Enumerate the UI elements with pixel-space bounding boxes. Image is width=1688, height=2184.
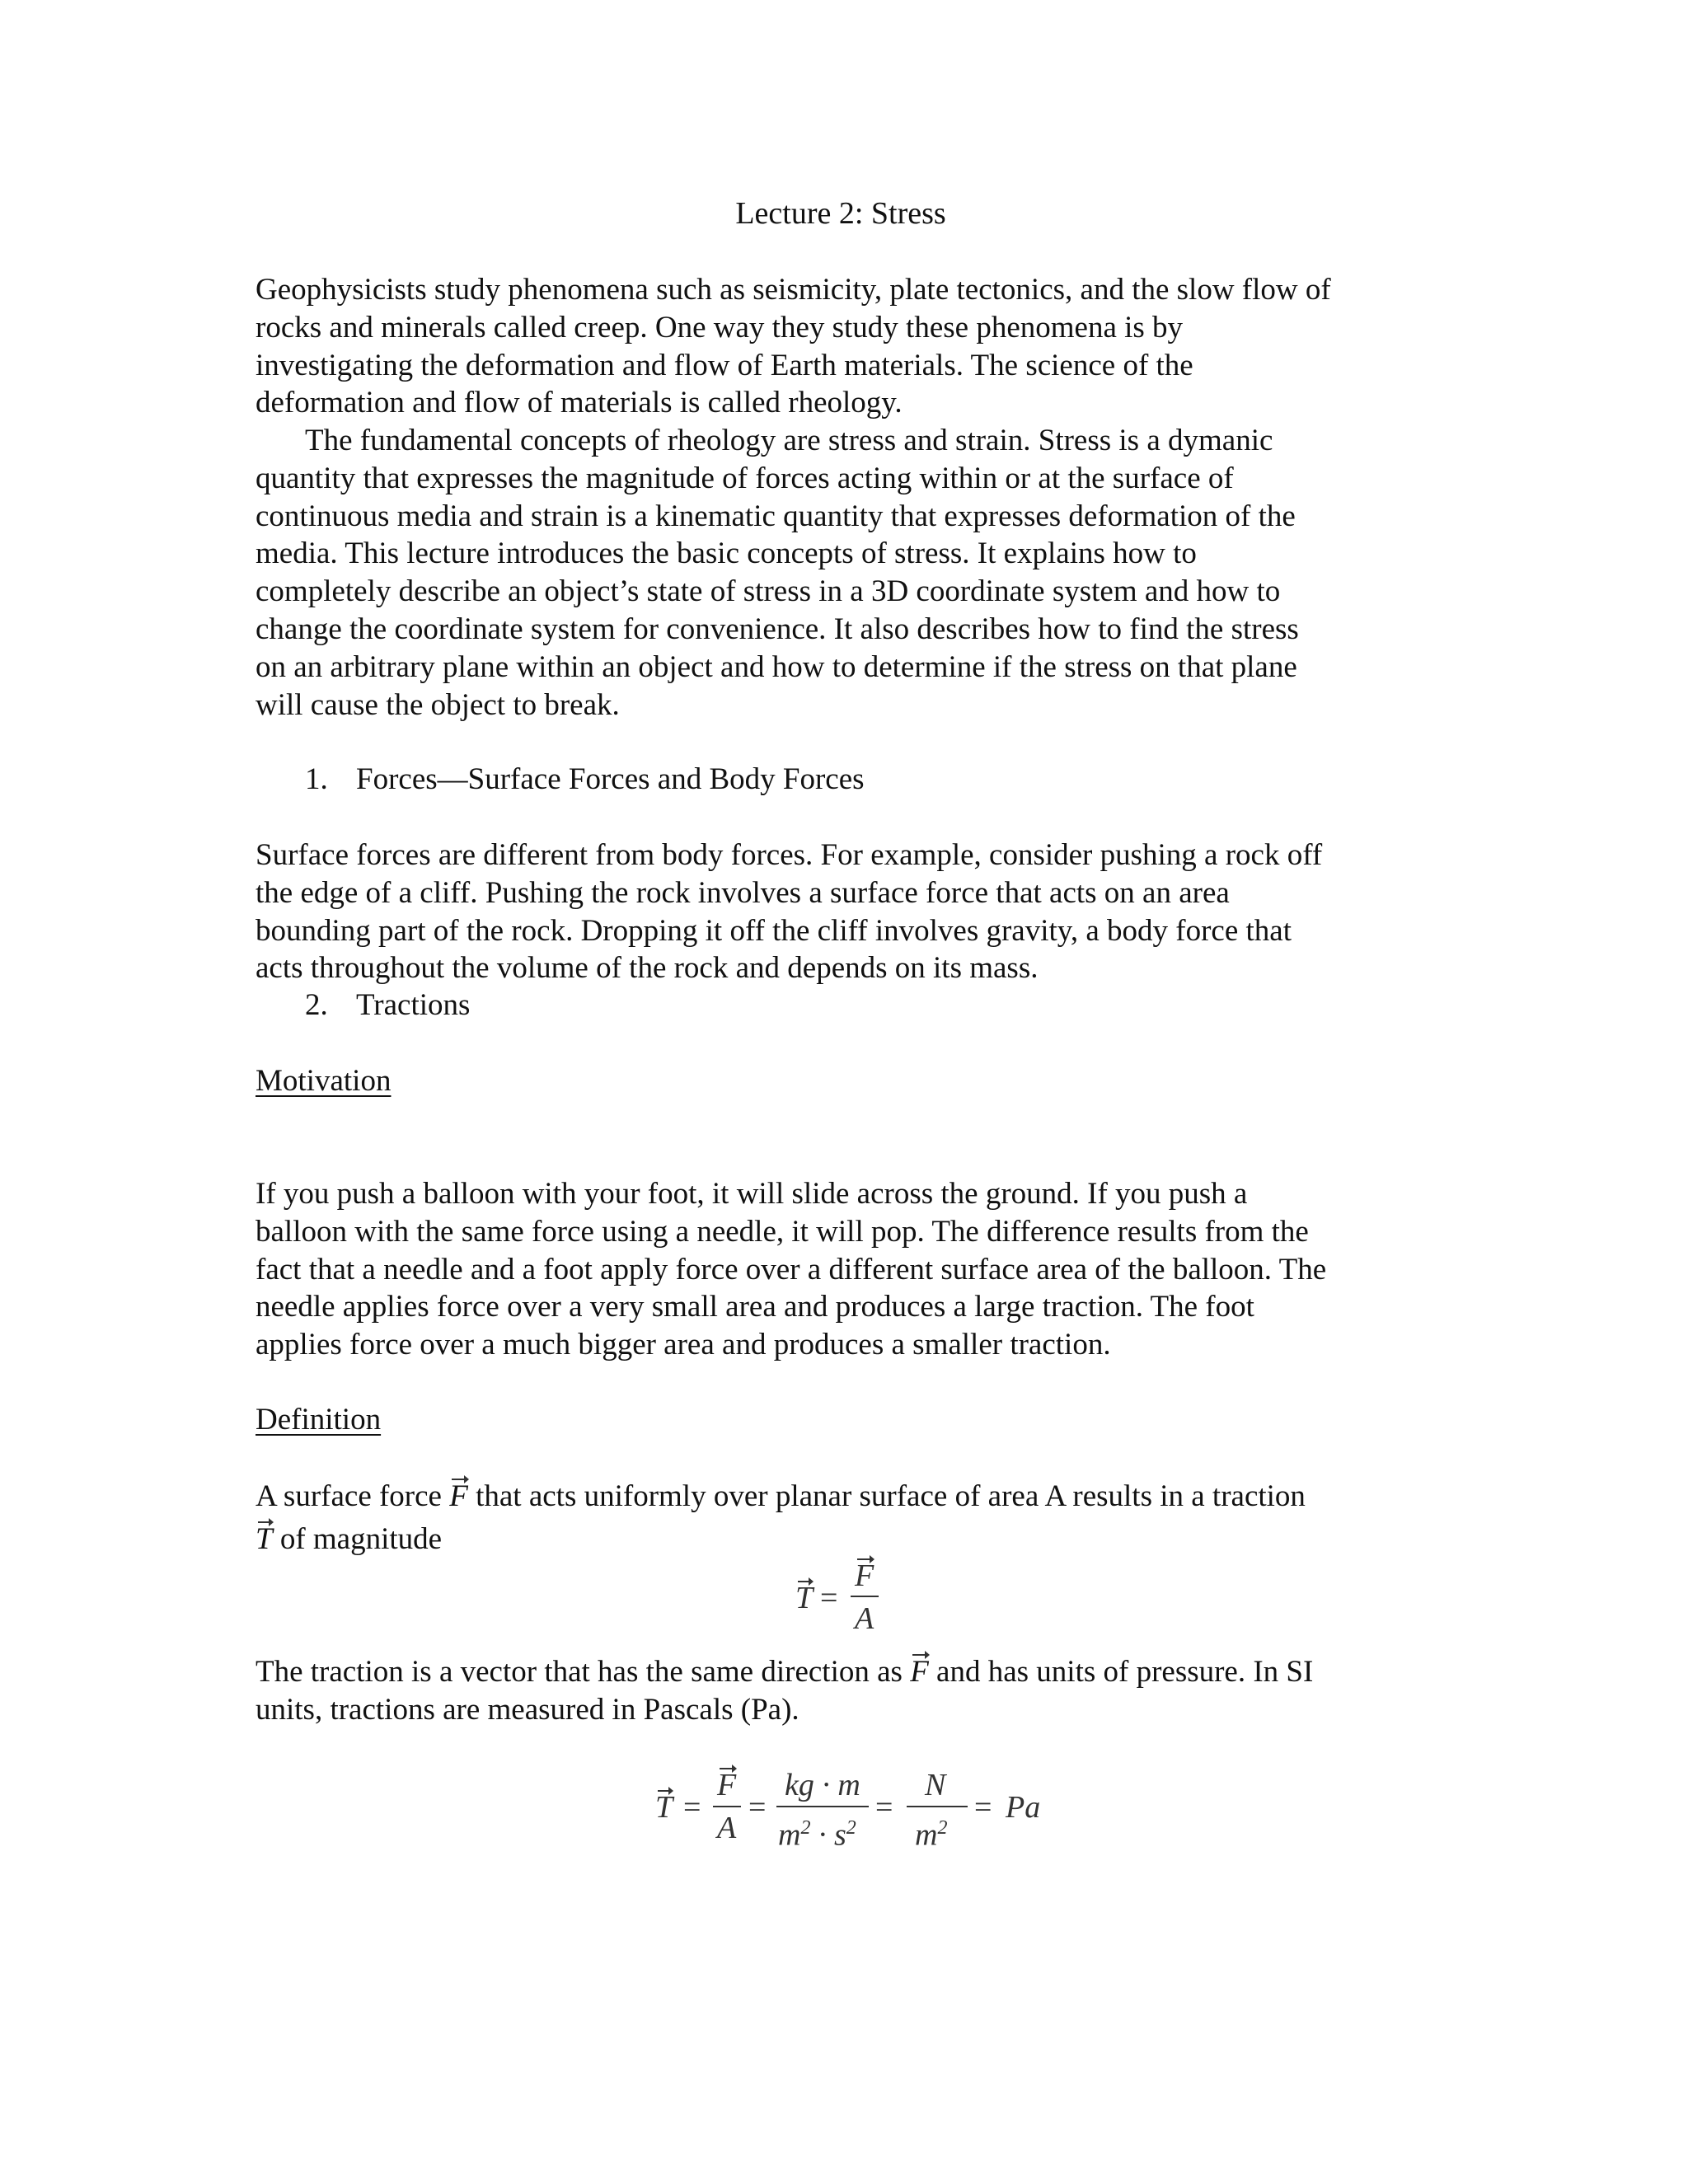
text-fragment: The traction is a vector that has the same direction as [256, 1655, 911, 1689]
text-line: media. This lecture introduces the basic concepts of stress. It explains how to [256, 537, 1197, 571]
fraction-numerator: N [925, 1768, 946, 1802]
motivation-paragraph [256, 1175, 1442, 1364]
equals-sign: = [683, 1790, 701, 1825]
equation-rhs: Pa [1006, 1790, 1041, 1825]
equation-lhs: T [795, 1580, 813, 1618]
equation-lhs: T [655, 1789, 673, 1827]
fraction-denominator [778, 1810, 856, 1854]
text-fragment: of magnitude [272, 1521, 443, 1556]
force-vector-symbol: F [449, 1478, 468, 1516]
fraction-bar [713, 1806, 741, 1807]
text-line: continuous media and strain is a kinematic quantity that expresses deformation of the [256, 499, 1296, 533]
intro-paragraph [256, 271, 1442, 422]
page-title: Lecture 2: Stress [735, 196, 946, 231]
exponent: 2 [800, 1817, 811, 1839]
exponent: 2 [846, 1817, 856, 1839]
fraction-numerator: F [717, 1767, 736, 1805]
fraction-denominator: A [717, 1811, 737, 1845]
section-heading-forces [305, 761, 865, 799]
motivation-heading: Motivation [256, 1064, 392, 1098]
text-line: If you push a balloon with your foot, it will slide across the ground. If you push a [256, 1177, 1248, 1211]
equals-sign: = [820, 1581, 838, 1615]
exponent: 2 [937, 1817, 948, 1839]
unit-s: · s [810, 1817, 846, 1853]
text-line: investigating the deformation and flow of Earth materials. The science of the [256, 348, 1193, 382]
equals-sign: = [875, 1790, 893, 1825]
fraction-bar [851, 1596, 879, 1597]
text-line: needle applies force over a very small area and produces a large traction. The foot [256, 1290, 1254, 1324]
text-line: acts throughout the volume of the rock and depends on its mass. [256, 951, 1039, 986]
text-line: The fundamental concepts of rheology are stress and strain. Stress is a dymanic [305, 424, 1273, 457]
fraction-bar [907, 1806, 968, 1807]
section-title: Forces—Surface Forces and Body Forces [356, 762, 865, 796]
equals-sign: = [974, 1790, 992, 1825]
text-line [256, 1478, 1442, 1516]
text-line [256, 1521, 1442, 1558]
definition-paragraph [256, 1478, 1442, 1558]
definition-heading: Definition [256, 1403, 382, 1436]
text-line: quantity that expresses the magnitude of forces acting within or at the surface of [256, 461, 1234, 495]
section-number: 2. [305, 988, 328, 1022]
text-line: Geophysicists study phenomena such as seismicity, plate tectonics, and the slow flow of [256, 273, 1331, 307]
text-line: balloon with the same force using a needle, it will pop. The difference results from the [256, 1214, 1309, 1249]
fraction-numerator: F [855, 1558, 874, 1596]
text-line: completely describe an object’s state of stress in a 3D coordinate system and how to [256, 574, 1281, 609]
fraction-bar [776, 1806, 869, 1807]
text-line: bounding part of the rock. Dropping it off the cliff involves gravity, a body force that [256, 913, 1292, 948]
rheology-paragraph [256, 422, 1442, 724]
traction-paragraph [256, 1653, 1442, 1729]
unit-m: m [778, 1817, 801, 1853]
text-line: the edge of a cliff. Pushing the rock involves a surface force that acts on an area [256, 875, 1230, 910]
text-line: rocks and minerals called creep. One way they study these phenomena is by [256, 310, 1184, 344]
section-number: 1. [305, 762, 328, 796]
text-line: on an arbitrary plane within an object and how to determine if the stress on that plane [256, 649, 1297, 684]
text-fragment: and has units of pressure. In SI [928, 1655, 1314, 1689]
text-line: will cause the object to break. [256, 687, 620, 722]
section-heading-tractions [305, 987, 470, 1024]
text-line: units, tractions are measured in Pascals (Pa). [256, 1692, 799, 1727]
text-line: applies force over a much bigger area and produces a smaller traction. [256, 1328, 1111, 1362]
force-vector-symbol: F [910, 1653, 929, 1691]
fraction-numerator: kg · m [785, 1768, 860, 1802]
text-line [256, 1653, 1442, 1691]
traction-vector-symbol: T [256, 1521, 273, 1558]
text-line: deformation and flow of materials is called rheology. [256, 386, 903, 420]
forces-paragraph [256, 837, 1442, 987]
fraction-denominator: A [855, 1601, 874, 1636]
text-line: fact that a needle and a foot apply force over a different surface area of the balloon. The [256, 1252, 1327, 1286]
text-fragment: A surface force [256, 1479, 450, 1513]
text-line: Surface forces are different from body forces. For example, consider pushing a rock off [256, 838, 1323, 872]
equals-sign: = [748, 1790, 767, 1825]
section-title: Tractions [356, 988, 471, 1022]
text-line: change the coordinate system for convenience. It also describes how to find the stress [256, 612, 1299, 646]
fraction-denominator [915, 1810, 947, 1854]
unit-m: m [915, 1817, 938, 1853]
text-fragment: that acts uniformly over planar surface of area A results in a traction [467, 1479, 1306, 1513]
